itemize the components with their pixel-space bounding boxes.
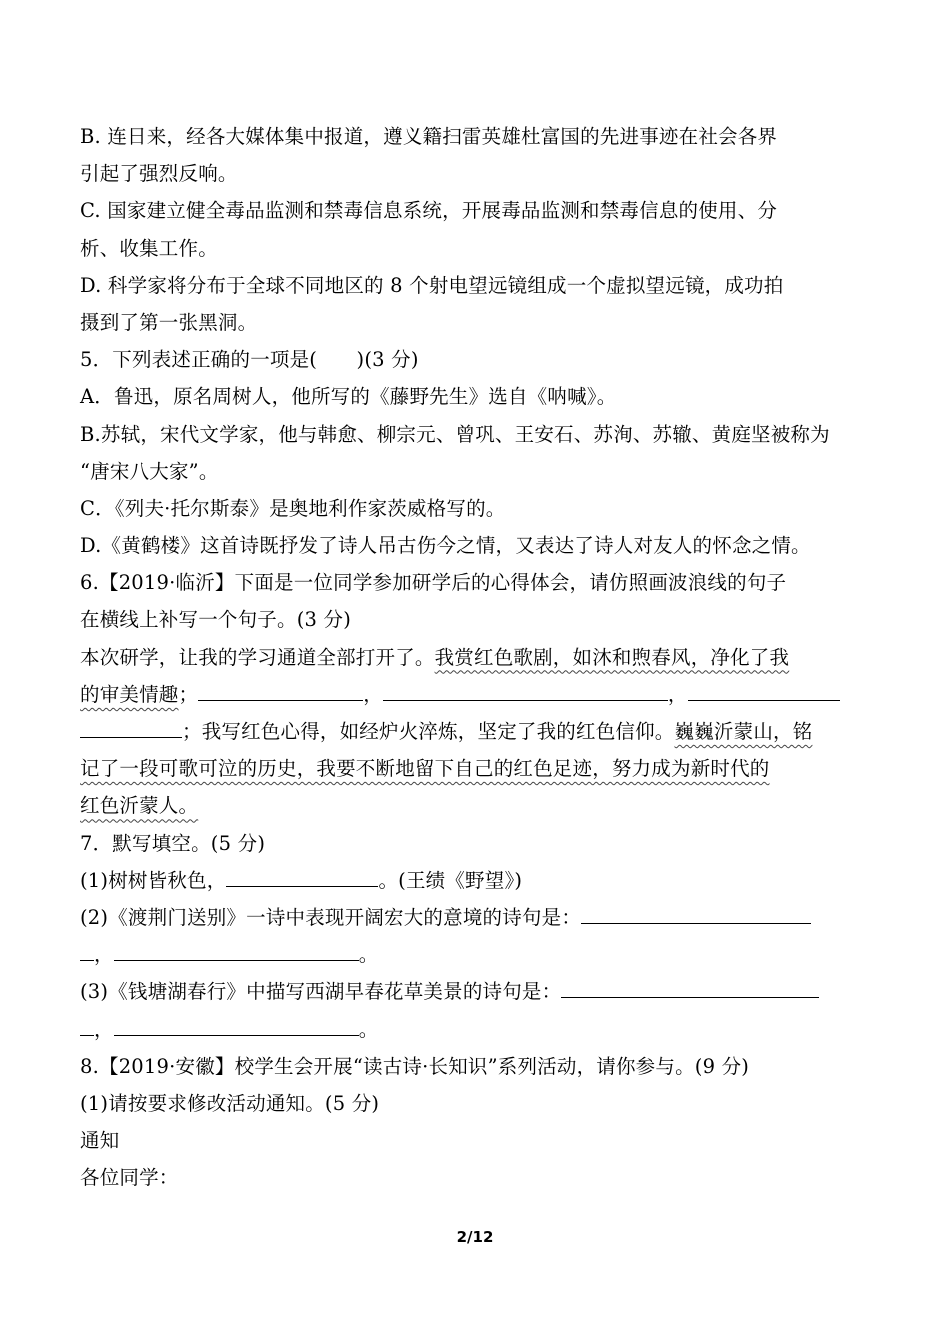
q6-passage-plain: 本次研学，让我的学习通道全部打开了。	[80, 645, 435, 669]
q7-answer-blank-3b[interactable]	[114, 1014, 359, 1035]
q6-stem-line2: 在横线上补写一个句子。(3 分)	[80, 608, 352, 632]
q4-option-c-line1: C. 国家建立健全毒品监测和禁毒信息系统，开展毒品监测和禁毒信息的使用、分	[80, 199, 778, 223]
q6-answer-blank-3-cont[interactable]	[80, 717, 182, 738]
q7-item-2-cont	[80, 936, 870, 973]
q7-item-3-end: 。	[358, 1017, 379, 1041]
q7-answer-blank-3a-cont[interactable]	[80, 1014, 94, 1035]
q7-item-1-source: 。(王绩《野望》)	[378, 868, 523, 892]
q5-stem: 5．下列表述正确的一项是( )(3 分)	[80, 348, 419, 372]
q8-stem: 8.【2019·安徽】校学生会开展“读古诗·长知识”系列活动，请你参与。(9 分)	[80, 1054, 750, 1078]
q7-answer-blank-1[interactable]	[226, 865, 378, 886]
q7-item-2	[80, 899, 870, 936]
q6-passage-line1	[80, 639, 870, 676]
q7-stem: 7．默写填空。(5 分)	[80, 831, 266, 855]
q7-answer-blank-2a[interactable]	[581, 902, 811, 923]
q6-comma-1: ，	[363, 682, 383, 706]
q7-item-1-text: (1)树树皆秋色，	[80, 868, 227, 892]
q4-option-c-line2: 析、收集工作。	[80, 236, 218, 260]
q6-passage-line2	[80, 676, 870, 713]
q4-option-d-line1: D. 科学家将分布于全球不同地区的 8 个射电望远镜组成一个虚拟望远镜，成功拍	[80, 273, 784, 297]
q6-wavy-sentence-2-end: 红色沂蒙人。	[80, 794, 199, 818]
q7-answer-blank-2a-cont[interactable]	[80, 940, 94, 961]
page-separator: /	[467, 1228, 473, 1246]
q6-wavy-sentence-2-cont: 记了一段可歌可泣的历史，我要不断地留下自己的红色足迹，努力成为新时代的	[80, 757, 770, 781]
page-number	[0, 1228, 950, 1246]
q4-option-d-line2: 摄到了第一张黑洞。	[80, 310, 258, 334]
q6-comma-2: ，	[667, 682, 688, 706]
q8-greeting: 各位同学：	[80, 1166, 179, 1190]
q6-passage-plain-2: ；我写红色心得，如经炉火淬炼，坚定了我的红色信仰。	[182, 720, 675, 743]
q4-option-b-line1: B. 连日来，经各大媒体集中报道，遵义籍扫雷英雄杜富国的先进事迹在社会各界	[80, 125, 778, 148]
q7-item-3-cont	[80, 1011, 870, 1048]
q7-answer-blank-3a[interactable]	[561, 977, 819, 998]
q6-passage-line4	[80, 750, 870, 787]
q6-wavy-sentence-1: 我赏红色歌剧，如沐和煦春风，净化了我	[434, 645, 790, 669]
q7-item-3-text: (3)《钱塘湖春行》中描写西湖早春花草美景的诗句是：	[80, 980, 562, 1004]
q6-wavy-sentence-1-end: 的审美情趣	[80, 682, 179, 706]
page-content	[80, 118, 870, 1196]
q5-option-b-line2: “唐宋八大家”。	[80, 459, 219, 483]
q5-option-c: C．《列夫·托尔斯泰》是奥地利作家茨威格写的。	[80, 496, 506, 520]
q7-item-1	[80, 862, 870, 899]
q7-answer-blank-2b[interactable]	[114, 940, 359, 961]
q7-item-2-text: (2)《渡荆门送别》一诗中表现开阔宏大的意境的诗句是：	[80, 905, 582, 929]
q8-sub-1: (1)请按要求修改活动通知。(5 分)	[80, 1091, 380, 1115]
q6-answer-blank-1[interactable]	[198, 679, 363, 700]
total-pages: 12	[472, 1228, 494, 1246]
q7-item-2-end: 。	[358, 943, 379, 967]
q6-stem-line1: 6.【2019·临沂】下面是一位同学参加研学后的心得体会，请仿照画波浪线的句子	[80, 571, 787, 595]
q6-passage-line3	[80, 713, 870, 750]
q6-answer-blank-2[interactable]	[383, 679, 668, 700]
q7-item-2-comma: ，	[94, 943, 114, 967]
q8-notice-title: 通知	[80, 1129, 120, 1153]
q5-option-b-line1: B.苏轼，宋代文学家，他与韩愈、柳宗元、曾巩、王安石、苏洵、苏辙、黄庭坚被称为	[80, 422, 830, 446]
q5-option-d: D.《黄鹤楼》这首诗既抒发了诗人吊古伤今之情，又表达了诗人对友人的怀念之情。	[80, 534, 811, 558]
q4-option-b-line2: 引起了强烈反响。	[80, 162, 238, 186]
q7-item-3-comma: ，	[94, 1017, 114, 1041]
q6-semicolon: ；	[178, 682, 199, 706]
current-page: 2	[456, 1228, 468, 1246]
q5-option-a: A．鲁迅，原名周树人，他所写的《藤野先生》选自《呐喊》。	[80, 385, 617, 409]
q6-passage-line5	[80, 787, 870, 824]
q6-answer-blank-3[interactable]	[688, 679, 840, 700]
q6-wavy-sentence-2: 巍巍沂蒙山，铭	[674, 720, 813, 743]
q7-item-3	[80, 973, 870, 1010]
